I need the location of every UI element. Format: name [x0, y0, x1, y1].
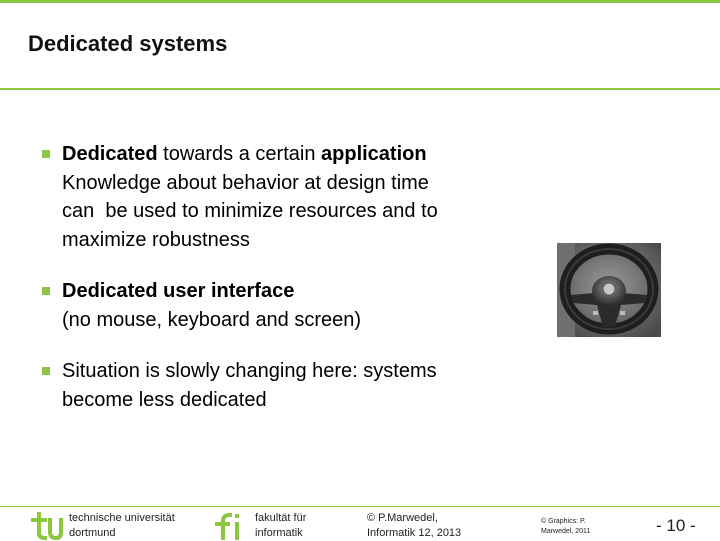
footer-rule: [0, 506, 720, 507]
bullet-line: [62, 277, 542, 306]
faculty-name: [255, 511, 306, 541]
graphics-credit-line1: © Graphics: P.: [541, 518, 586, 525]
bullet-line: [62, 357, 542, 386]
bullet-line: [62, 169, 542, 198]
bullet-text: Knowledge about behavior at design time: [62, 171, 429, 194]
faculty-name-line2: informatik: [255, 527, 303, 539]
bullet-line: [62, 197, 542, 226]
copyright-notice: [367, 511, 461, 541]
faculty-name-line1: fakultät für: [255, 512, 307, 524]
bullet-line: [62, 386, 542, 415]
bullet-text-bold: Dedicated user interface: [62, 280, 295, 302]
bullet-text-bold: Dedicated: [62, 143, 158, 165]
bullet-text: become less dedicated: [62, 388, 267, 411]
graphics-credit-line2: Marwedel, 2011: [541, 528, 591, 535]
copyright-line1: © P.Marwedel,: [367, 512, 438, 524]
bullet-line: [62, 140, 542, 169]
bullet-text: (no mouse, keyboard and screen): [62, 308, 362, 331]
bullet-item: [42, 357, 542, 414]
bullet-square-icon: [42, 150, 50, 158]
bullet-text: towards a certain: [157, 143, 322, 165]
tu-dortmund-logo: [30, 511, 64, 540]
bullet-item: [42, 277, 542, 334]
faculty-fi-logo: [213, 511, 243, 540]
top-accent-rule: [0, 0, 720, 3]
bullet-line: [62, 226, 542, 255]
bullet-text: Situation is slowly changing here: systems: [62, 360, 437, 382]
slide-title: Dedicated systems: [28, 31, 228, 56]
copyright-line2: Informatik 12, 2013: [367, 527, 462, 539]
title-underline-rule: [0, 88, 720, 90]
university-name: [69, 511, 175, 541]
bullet-line: [62, 306, 542, 335]
bullet-item: [42, 140, 542, 254]
bullet-text-bold: application: [321, 143, 427, 165]
bullet-square-icon: [42, 287, 50, 295]
bullet-square-icon: [42, 367, 50, 375]
steering-wheel-photo: [557, 243, 661, 337]
page-number: - 10 -: [656, 516, 696, 535]
university-name-line2: dortmund: [69, 527, 116, 539]
bullet-text: can be used to minimize resources and to: [62, 200, 438, 222]
graphics-credit: [541, 517, 590, 537]
university-name-line1: technische universität: [69, 512, 175, 524]
bullet-text: maximize robustness: [62, 228, 250, 251]
bullet-list: [42, 140, 542, 437]
